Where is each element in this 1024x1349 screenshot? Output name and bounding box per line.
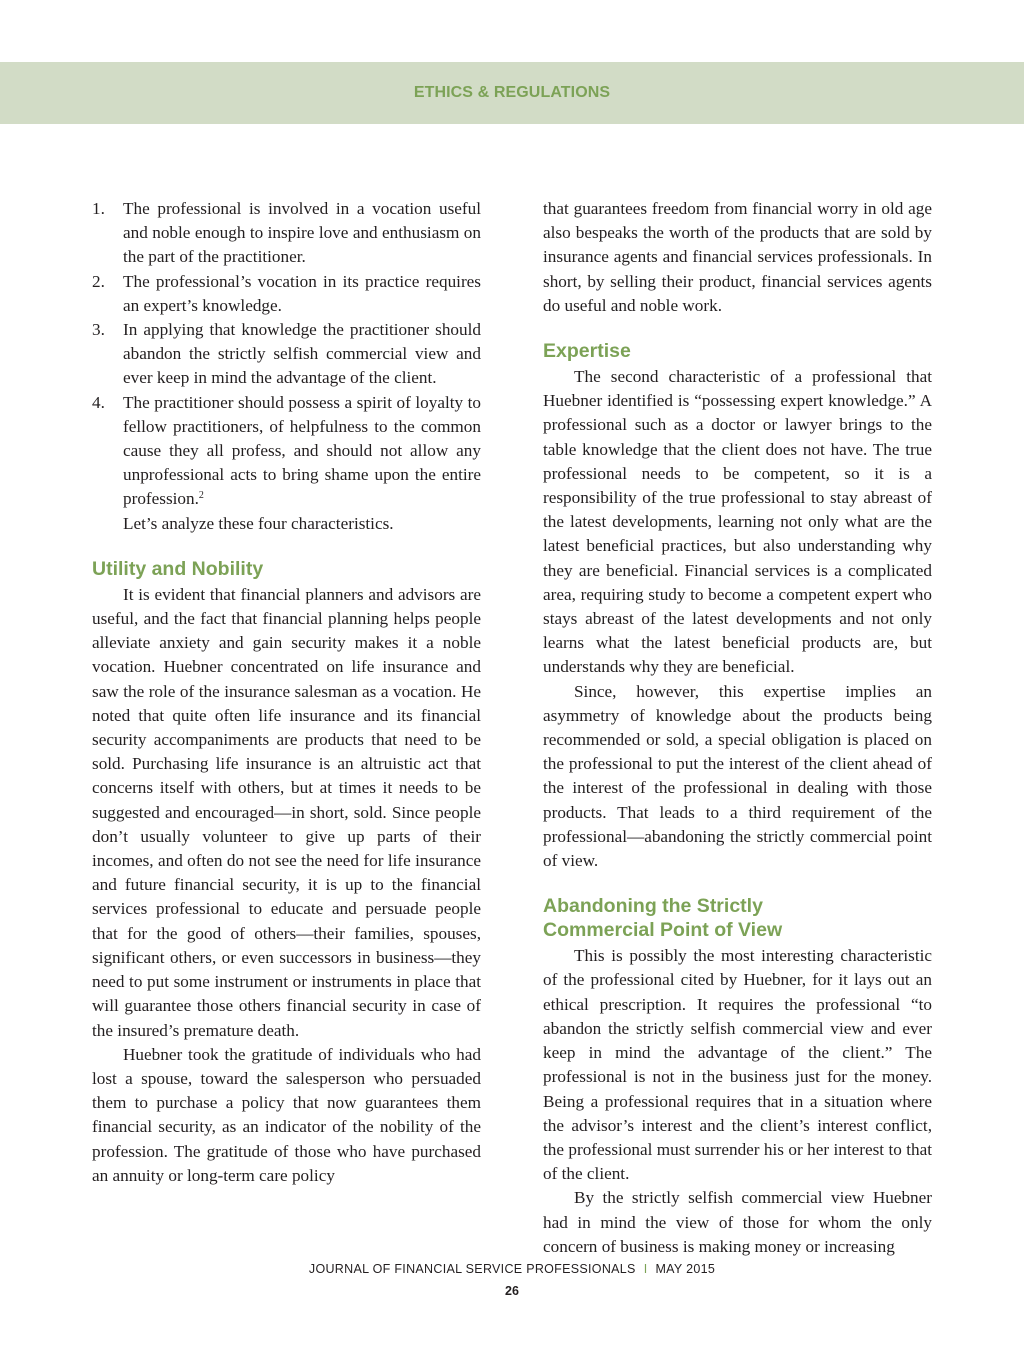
body-paragraph: By the strictly selfish commercial view Huebner had in mind the view of those for whom the only concern of business is making money or increasing (543, 1188, 932, 1256)
footer-journal-line (0, 1262, 1024, 1276)
list-number: 1. (92, 199, 105, 218)
list-number: 4. (92, 392, 105, 412)
heading-utility-nobility: Utility and Nobility (92, 557, 264, 580)
list-text: The professional is involved in a vocation useful and noble enough to inspire love and enthusiasm on the part of the practitioner. (123, 199, 481, 267)
body-paragraph: This is possibly the most interesting characteristic of the professional cited by Huebner, for it lays out an ethical prescription. It requires the professional “to abandon the strictly selfish commercial view and ever keep in mind the advantage of the client.” The professional is not in the business just for the money. Being a professional requires that in a situation where the advisor’s interest and the client’s interest conflict, the professional must surrender his or her interest to that of the client. (543, 946, 932, 1184)
body-paragraph: It is evident that financial planners and advisors are useful, and the fact that financial planning helps people alleviate anxiety and gain security makes it a noble vocation. Huebner concentrated on life insurance and saw the role of the insurance salesman as a vocation. He noted that quite often life insurance and its financial security accompaniments are products that need to be sold. Purchasing life insurance is an altruistic act that concerns itself with others, but at times it needs to be suggested and encouraged—in short, sold. Since people don’t usually volunteer to give up parts of their incomes, and often do not see the need for life insurance and future financial security, it is up to the financial services professional to educate and persuade people that for the good of others—their families, spouses, significant others, or even successors in business—they need to put some instrument or instruments in place that will guarantee those others financial security in case of the insured’s premature death. (92, 584, 481, 1040)
body-paragraph: The second characteristic of a professional that Huebner identified is “possessing expert knowledge.” A professional such as a doctor or lawyer brings to the table knowledge that the client does not have. The true professional needs to be competent, so it is a responsibility of the true professional to stay abreast of the latest developments, learning not only what are the latest beneficial practices, but also understanding why they are beneficial. Financial services is a complicated area, requiring study to become a competent expert who stays abreast of the latest developments and not only learns what the latest beneficial products are, but understands why they are beneficial. (543, 367, 932, 677)
heading-abandoning-commercial-view (543, 894, 932, 942)
intro-paragraph: Let’s analyze these four characteristics. (123, 513, 394, 533)
left-column (92, 197, 481, 1188)
list-text: In applying that knowledge the practitioner should abandon the strictly selfish commercial view and ever keep in mind the advantage of the client. (123, 320, 481, 388)
heading-expertise: Expertise (543, 340, 631, 363)
section-banner (0, 62, 1024, 124)
right-column (543, 197, 932, 1259)
list-item (92, 197, 481, 270)
characteristics-list (92, 197, 481, 512)
footer-separator: I (643, 1262, 648, 1276)
heading-line-2: Commercial Point of View (543, 919, 783, 942)
issue-date: MAY 2015 (655, 1262, 716, 1276)
list-item (92, 318, 481, 391)
section-title: ETHICS & REGULATIONS (413, 84, 611, 101)
heading-line-1: Abandoning the Strictly (543, 895, 763, 918)
list-text: The practitioner should possess a spirit of loyalty to fellow practitioners, of helpfulness to the common cause they all profess, and should not allow any unprofessional acts to bring shame upon the entire profession. (123, 392, 481, 509)
body-paragraph: Huebner took the gratitude of individuals who had lost a spouse, toward the salesperson who persuaded them to purchase a policy that now guarantees them financial security, as an indicator of the nobility of the profession. The gratitude of those who have purchased an annuity or long-term care policy (92, 1044, 481, 1185)
journal-name: JOURNAL OF FINANCIAL SERVICE PROFESSIONALS (308, 1262, 636, 1276)
page-number: 26 (505, 1284, 519, 1298)
continued-paragraph: that guarantees freedom from financial worry in old age also bespeaks the worth of the products that are sold by insurance agents and financial services professionals. In short, by selling their product, financial services agents do useful and noble work. (543, 199, 932, 315)
list-item (92, 391, 481, 512)
footnote-marker[interactable]: 2 (198, 490, 204, 502)
list-item (92, 270, 481, 318)
list-text: The professional’s vocation in its practice requires an expert’s knowledge. (123, 271, 481, 315)
list-number: 3. (92, 320, 105, 340)
body-paragraph: Since, however, this expertise implies an asymmetry of knowledge about the products being recommended or sold, a special obligation is placed on the professional to put the interest of the client ahead of the interest of the professional in dealing with those products. That leads to a third requirement of the professional—abandoning the strictly commercial point of view. (543, 681, 932, 871)
list-number: 2. (92, 271, 105, 291)
